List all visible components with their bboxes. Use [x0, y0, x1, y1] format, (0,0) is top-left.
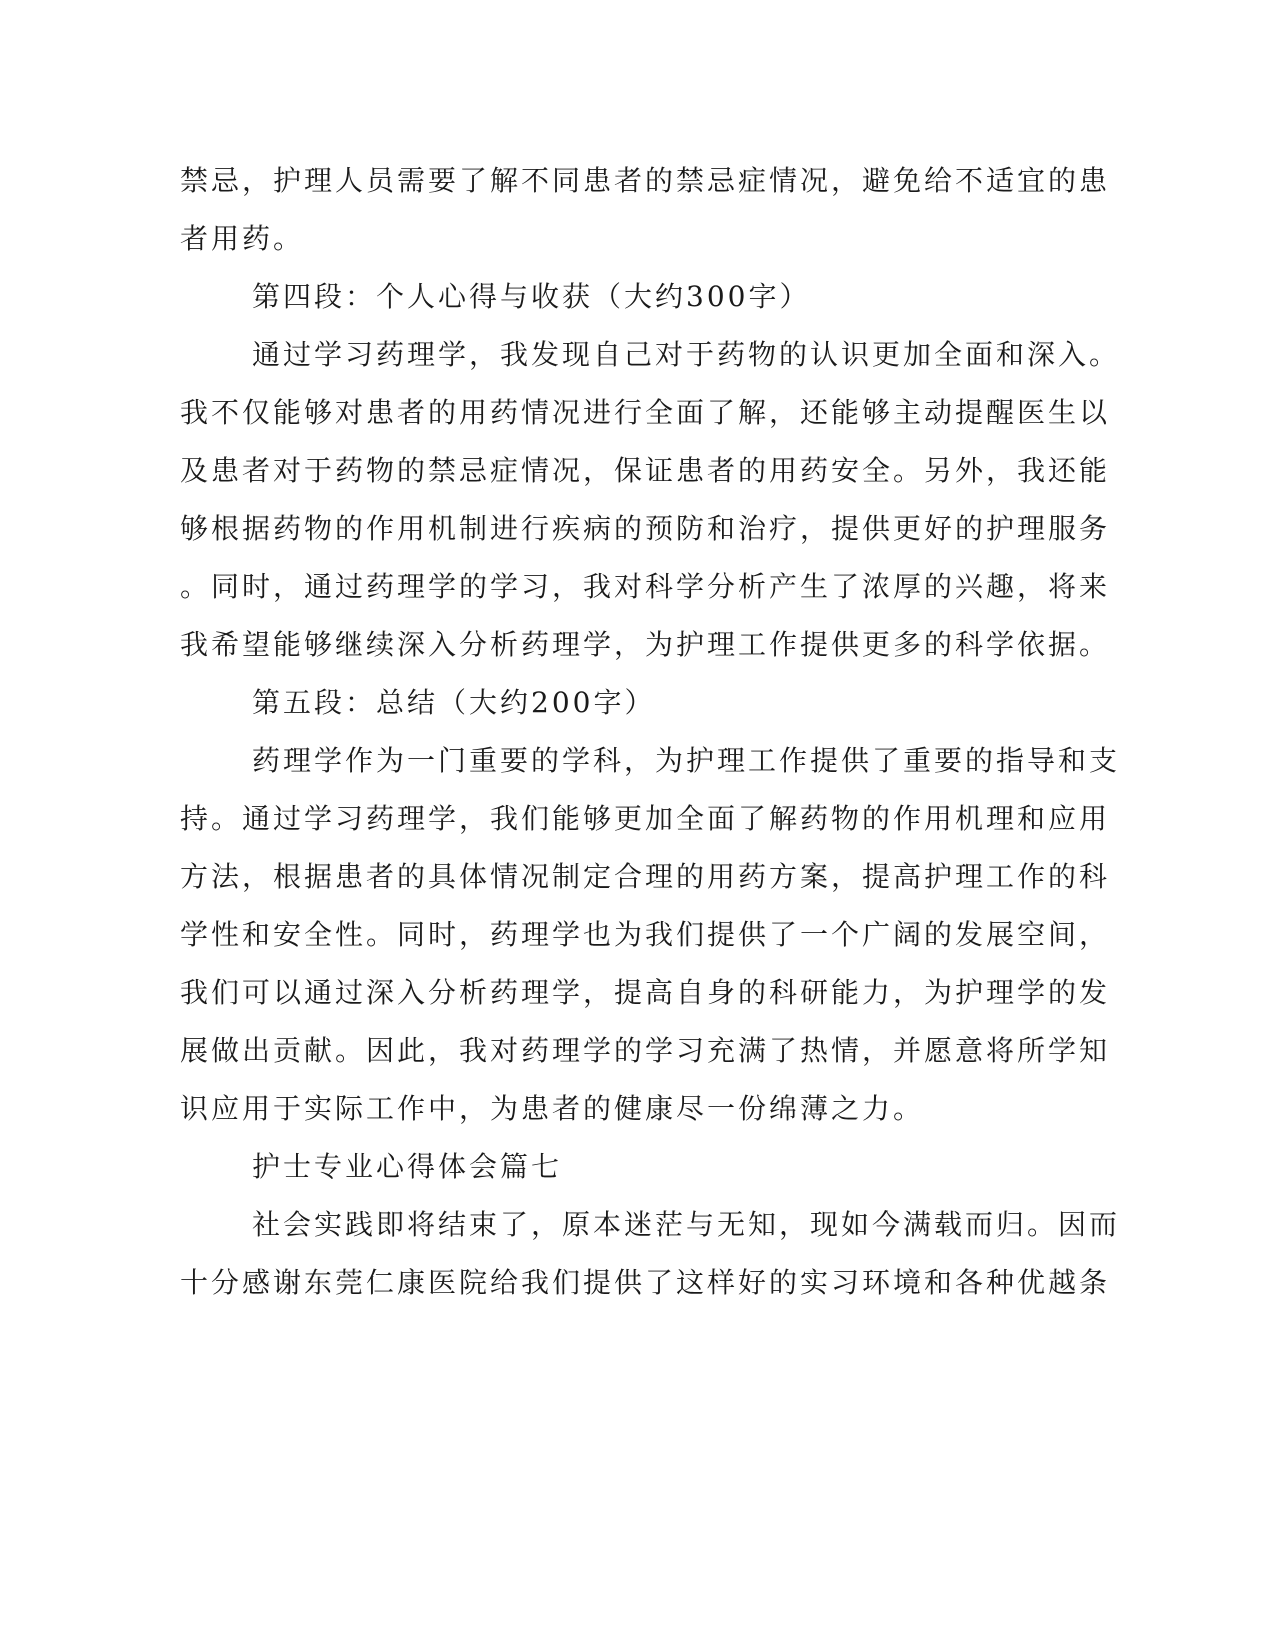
text-line: 社会实践即将结束了，原本迷茫与无知，现如今满载而归。因而 [252, 1208, 1121, 1241]
text-line: 药理学作为一门重要的学科，为护理工作提供了重要的指导和支 [252, 744, 1121, 777]
text-line: 通过学习药理学，我发现自己对于药物的认识更加全面和深入。 [252, 338, 1121, 371]
text-line: 。同时，通过药理学的学习，我对科学分析产生了浓厚的兴趣，将来 [180, 570, 1111, 603]
text-line: 够根据药物的作用机制进行疾病的预防和治疗，提供更好的护理服务 [180, 512, 1111, 545]
text-line: 持。通过学习药理学，我们能够更加全面了解药物的作用机理和应用 [180, 802, 1111, 835]
text-line: 我们可以通过深入分析药理学，提高自身的科研能力，为护理学的发 [180, 976, 1111, 1009]
text-line: 我不仅能够对患者的用药情况进行全面了解，还能够主动提醒医生以 [180, 396, 1111, 429]
text-line: 者用药。 [180, 222, 305, 255]
section-heading: 第五段：总结（大约200字） [252, 686, 656, 719]
text-line: 禁忌，护理人员需要了解不同患者的禁忌症情况，避免给不适宜的患 [180, 164, 1111, 197]
text-line: 十分感谢东莞仁康医院给我们提供了这样好的实习环境和各种优越条 [180, 1266, 1111, 1299]
text-line: 学性和安全性。同时，药理学也为我们提供了一个广阔的发展空间， [180, 918, 1111, 951]
section-heading: 第四段：个人心得与收获（大约300字） [252, 280, 811, 313]
text-line: 识应用于实际工作中，为患者的健康尽一份绵薄之力。 [180, 1092, 925, 1125]
text-line: 方法，根据患者的具体情况制定合理的用药方案，提高护理工作的科 [180, 860, 1111, 893]
text-line: 展做出贡献。因此，我对药理学的学习充满了热情，并愿意将所学知 [180, 1034, 1111, 1067]
section-heading: 护士专业心得体会篇七 [252, 1150, 563, 1183]
text-line: 及患者对于药物的禁忌症情况，保证患者的用药安全。另外，我还能 [180, 454, 1111, 487]
text-line: 我希望能够继续深入分析药理学，为护理工作提供更多的科学依据。 [180, 628, 1111, 661]
